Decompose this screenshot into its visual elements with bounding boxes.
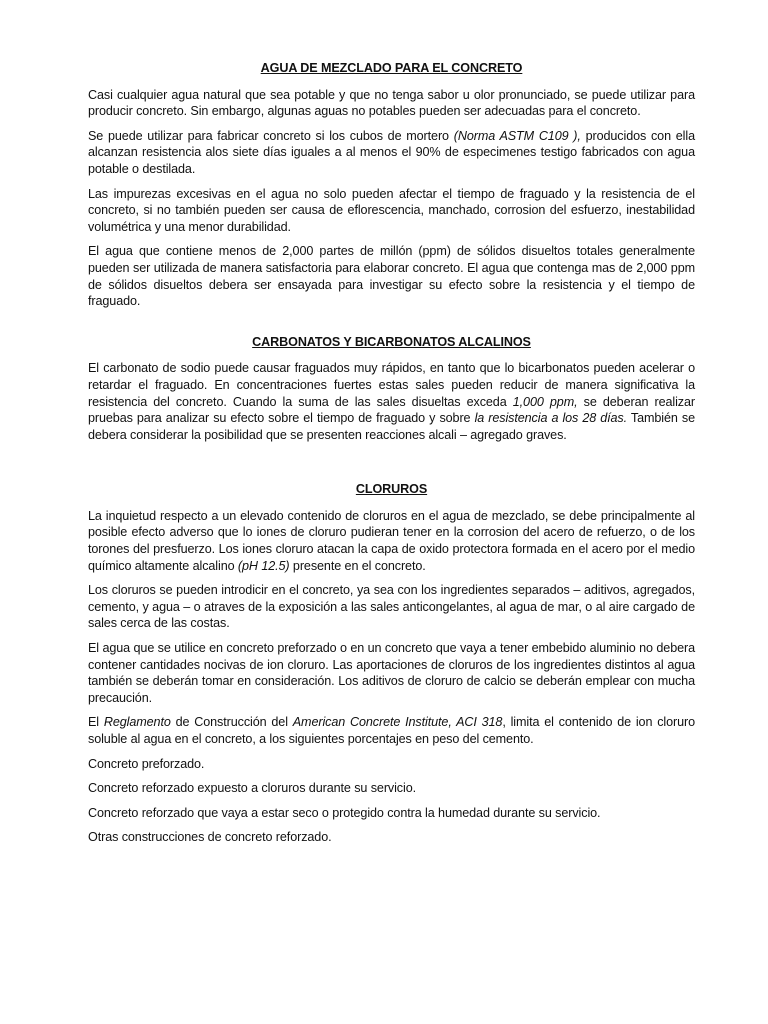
section-title-carbonatos: CARBONATOS Y BICARBONATOS ALCALINOS: [252, 334, 531, 349]
paragraph-cloruros-4: [88, 714, 695, 747]
section-title-cloruros: CLORUROS: [355, 482, 428, 497]
italic-ppm: 1,000 ppm,: [512, 394, 578, 409]
paragraph-carbonatos-1: [88, 360, 695, 443]
text-run: El: [88, 715, 104, 730]
paragraph-cloruros-2: Los cloruros se pueden introdicir en el concreto, ya sea con los ingredientes separados – aditivos, agregados, cemento, y agua – o atraves de la exposición a las sales anticongelantes, al agua de mar, o al aire cargado de sales cerca de las costas.: [88, 583, 695, 631]
paragraph-cloruros-3: El agua que se utilice en concreto preforzado o en un concreto que vaya a tener embebido aluminio no debera contener cantidades nocivas de ion cloruro. Las aportaciones de cloruros de los ingredientes distintos al agua también se deberán tomar en consideración. Los aditivos de cloruro de calcio se deberán emplear con mucha precaución.: [88, 641, 695, 705]
paragraph-agua-4: El agua que contiene menos de 2,000 partes de millón (ppm) de sólidos disueltos totales generalmente pueden ser utilizada de manera satisfactoria para elaborar concreto. El agua que contenga mas de 2,000 ppm de sólidos disueltos debera ser ensayada para investigar su efecto sobre la resistencia y el tiempo de fraguado.: [88, 244, 695, 309]
document-page: [88, 60, 695, 854]
text-run: presente en el concreto.: [289, 558, 426, 573]
text-run: También se debera considerar la posibilidad que se presenten reacciones alcali – agregado graves.: [88, 411, 695, 442]
italic-resistencia: la resistencia a los 28 días.: [474, 411, 628, 426]
text-run: producidos con ella alcanzan resistencia alos siete días iguales a al menos el 90% de especimenes testigo fabricados con agua potable o destilada.: [88, 128, 695, 176]
paragraph-agua-2: [88, 128, 695, 178]
text-run: El carbonato de sodio puede causar fraguados muy rápidos, en tanto que lo bicarbonatos pueden acelerar o retardar el fraguado. En concentraciones fuertes estas sales pueden reducir de manera significativa la resistencia del concreto. Cuando la suma de las sales disueltas exceda: [88, 361, 695, 409]
section-title-agua: AGUA DE MEZCLADO PARA EL CONCRETO: [260, 61, 523, 75]
text-run: Se puede utilizar para fabricar concreto si los cubos de mortero: [88, 128, 454, 143]
paragraph-agua-3: Las impurezas excesivas en el agua no solo pueden afectar el tiempo de fraguado y la resistencia de el concreto, si no también pueden ser causa de eflorescencia, manchado, corrosion del esfuerzo, inestabilidad volumétrica y una menor durabilidad.: [88, 186, 695, 234]
italic-aci: American Concrete Institute, ACI 318: [292, 715, 503, 730]
italic-reglamento: Reglamento: [103, 715, 171, 730]
italic-ph: (pH 12.5): [237, 558, 290, 573]
paragraph-cloruros-1: [88, 508, 695, 574]
text-run: , limita el contenido de ion cloruro soluble al agua en el concreto, a los siguientes porcentajes en peso del cemento.: [88, 715, 695, 746]
paragraph-agua-1: Casi cualquier agua natural que sea potable y que no tenga sabor u olor pronunciado, se puede utilizar para producir concreto. Sin embargo, algunas aguas no potables pueden ser adecuadas para el concreto.: [88, 87, 695, 119]
italic-norma-astm: (Norma ASTM C109 ),: [453, 128, 581, 143]
text-run: se deberan realizar pruebas para analizar su efecto sobre el tiempo de fraguado y sobre: [88, 394, 695, 426]
section-spacer: [88, 451, 695, 481]
text-run: La inquietud respecto a un elevado contenido de cloruros en el agua de mezclado, se debe principalmente al posible efecto adverso que lo iones de cloruro pudieran tener en la corrosion del acero de refuerzo, o de los torones del presfuerzo. Los iones cloruro atacan la capa de oxido protectora formada en el acero por el medio químico altamente alcalino: [88, 508, 695, 573]
section-spacer: [88, 318, 695, 334]
list-item: Concreto preforzado.: [88, 756, 205, 771]
list-item: Otras construcciones de concreto reforzado.: [88, 830, 332, 845]
text-run: de Construcción del: [170, 715, 293, 730]
list-item: Concreto reforzado que vaya a estar seco o protegido contra la humedad durante su servicio.: [88, 805, 601, 820]
list-item: Concreto reforzado expuesto a cloruros durante su servicio.: [88, 781, 417, 796]
